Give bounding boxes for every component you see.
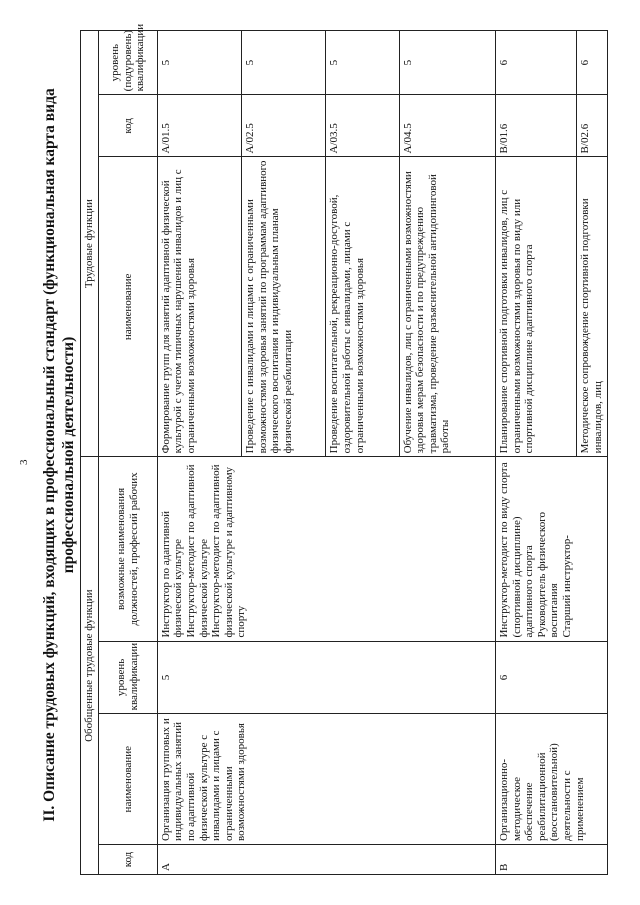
header-generalized: Обобщенные трудовые функции (81, 457, 99, 875)
group-name: Организация групповых и индивидуальных занятий по адаптивной физической культуре с инвалидами и лицами с ограниченными возможностями здоровья (157, 714, 495, 845)
function-code: A/01.5 (157, 95, 241, 157)
function-level: 6 (496, 31, 577, 95)
header-row-2 (98, 31, 157, 875)
table-row (157, 31, 241, 875)
group-level: 5 (157, 641, 495, 714)
functional-map-table (80, 23, 608, 875)
group-level: 6 (496, 641, 608, 714)
group-code: В (496, 845, 608, 875)
page-title (40, 85, 78, 825)
header-name: наименование (98, 714, 157, 845)
function-name: Планирование спортивной подготовки инвалидов, лиц с ограниченными возможностями здоровья по виду или спортивной дисциплине адаптивного спорта (496, 157, 577, 457)
function-name: Проведение с инвалидами и лицами с ограниченными возможностями здоровья занятий по программам адаптивного физического воспитания и индивидуальным планам физической реабилитации (242, 157, 326, 457)
function-name: Проведение воспитательной, рекреационно-досуговой, оздоровительной работы с инвалидами, лицами с ограниченными возможностями здоровья (326, 157, 399, 457)
function-level: 5 (157, 31, 241, 95)
header-positions: возможные наименования должностей, профессий рабочих (98, 457, 157, 641)
function-code: A/04.5 (399, 95, 496, 157)
function-level: 5 (242, 31, 326, 95)
group-positions: Инструктор по адаптивной физической культуре Инструктор-методист по адаптивной физической культуре Инструктор-методист по адаптивной физической культуре и адаптивному спорту (157, 457, 495, 641)
function-level: 5 (326, 31, 399, 95)
page-number: 3 (18, 459, 30, 465)
function-name: Обучение инвалидов, лиц с ограниченными возможностями здоровья мерам безопасности и по предупреждению травматизма, проведение разъяснительной антидопинговой работы (399, 157, 496, 457)
function-code: B/01.6 (496, 95, 577, 157)
function-code: A/03.5 (326, 95, 399, 157)
group-name: Организационно-методическое обеспечение реабилитационной (восстановительной) деятельности с применением (496, 714, 608, 845)
table-row (496, 31, 577, 875)
header-code: код (98, 845, 157, 875)
group-code: А (157, 845, 495, 875)
group-positions: Инструктор-методист по виду спорта (спортивной дисциплине) адаптивного спорта Руководитель физического воспитания Старший инструктор- (496, 457, 608, 641)
function-code: A/02.5 (242, 95, 326, 157)
function-code: B/02.6 (577, 95, 608, 157)
header-row-1 (81, 31, 99, 875)
function-level: 6 (577, 31, 608, 95)
title-line-2: профессиональной деятельности) (60, 336, 77, 574)
header-level: уровень квалификации (98, 641, 157, 714)
title-line-1: II. Описание трудовых функций, входящих в профессиональный стандарт (функциональная карта вида (41, 88, 58, 822)
header-tf-code: код (98, 95, 157, 157)
header-tf-name: наименование (98, 157, 157, 457)
function-name: Методическое сопровождение спортивной подготовки инвалидов, лиц (577, 157, 608, 457)
header-labor: Трудовые функции (81, 31, 99, 457)
function-level: 5 (399, 31, 496, 95)
header-tf-level: уровень (подуровень) квалификации (98, 31, 157, 95)
function-name: Формирование групп для занятий адаптивной физической культурой с учетом типичных нарушений инвалидов и лиц с ограниченными возможностями здоровья (157, 157, 241, 457)
